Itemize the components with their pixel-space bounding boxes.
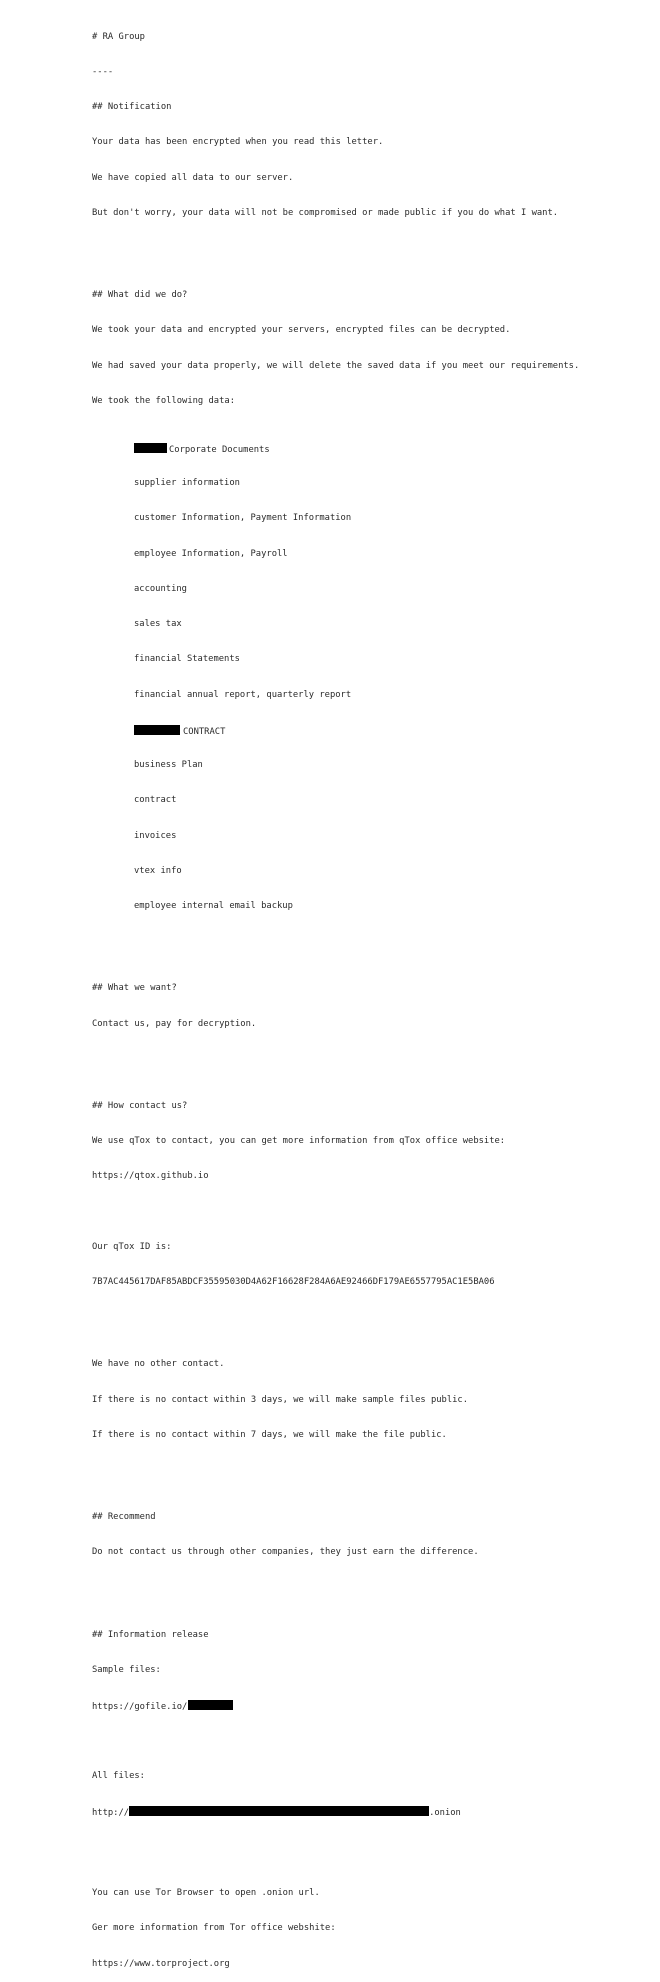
- data-item: financial annual report, quarterly report: [134, 689, 352, 700]
- note-title: # RA Group: [92, 31, 145, 42]
- data-item: customer Information, Payment Information: [134, 513, 352, 524]
- tor-line: You can use Tor Browser to open .onion url.: [92, 1888, 320, 1898]
- data-item: contract: [134, 795, 177, 806]
- what-did-we-do-heading: ## What did we do?: [92, 290, 188, 300]
- what-we-want-line: Contact us, pay for decryption.: [92, 1018, 257, 1029]
- tor-url: https://www.torproject.org: [92, 1958, 230, 1969]
- spacer: [92, 1583, 652, 1595]
- ransom-note: [92, 8, 652, 1982]
- all-url-suffix: .onion: [429, 1807, 461, 1818]
- how-contact-line: We use qTox to contact, you can get more information from qTox office website:: [92, 1136, 506, 1146]
- notification-line: We have copied all data to our server.: [92, 172, 294, 183]
- data-item: employee Information, Payroll: [134, 548, 288, 559]
- redaction-bar: [134, 725, 180, 735]
- deadline-line: If there is no contact within 3 days, we will make sample files public.: [92, 1394, 469, 1405]
- data-item: financial Statements: [134, 654, 240, 665]
- data-item: employee internal email backup: [134, 901, 293, 911]
- data-item: vtex info: [134, 865, 182, 876]
- data-item: business Plan: [134, 760, 203, 770]
- data-item: [92, 725, 652, 737]
- redaction-bar: [188, 1700, 233, 1710]
- what-we-want-heading: ## What we want?: [92, 983, 177, 994]
- what-line: We had saved your data properly, we will delete the saved data if you meet our requirements.: [92, 360, 580, 371]
- spacer: [92, 1735, 652, 1747]
- data-item-label: Corporate Documents: [169, 444, 270, 455]
- deadline-line: We have no other contact.: [92, 1359, 225, 1370]
- what-line: We took your data and encrypted your servers, encrypted files can be decrypted.: [92, 325, 511, 336]
- spacer: [92, 1465, 652, 1477]
- release-heading: ## Information release: [92, 1629, 209, 1640]
- qtox-url: https://qtox.github.io: [92, 1171, 209, 1182]
- tor-line: Ger more information from Tor office webshite:: [92, 1923, 336, 1934]
- spacer: [92, 243, 652, 255]
- data-item-label: CONTRACT: [183, 726, 226, 737]
- notification-line: Your data has been encrypted when you read this letter.: [92, 137, 384, 148]
- redaction-bar: [129, 1806, 429, 1816]
- recommend-heading: ## Recommend: [92, 1512, 156, 1522]
- redaction-bar: [134, 443, 167, 453]
- sample-files-url: [92, 1700, 652, 1712]
- deadline-line: If there is no contact within 7 days, we will make the file public.: [92, 1429, 447, 1440]
- spacer: [92, 1207, 652, 1219]
- sample-files-label: Sample files:: [92, 1664, 161, 1675]
- data-item: invoices: [134, 830, 177, 841]
- data-item: sales tax: [134, 619, 182, 629]
- what-line: We took the following data:: [92, 395, 235, 406]
- notification-line: But don't worry, your data will not be compromised or made public if you do what I want.: [92, 207, 559, 218]
- spacer: [92, 1312, 652, 1324]
- title-rule: ----: [92, 66, 114, 77]
- all-files-label: All files:: [92, 1770, 145, 1781]
- data-item: supplier information: [134, 478, 240, 488]
- notification-heading: ## Notification: [92, 102, 172, 112]
- how-contact-heading: ## How contact us?: [92, 1100, 188, 1111]
- recommend-line: Do not contact us through other companies, they just earn the difference.: [92, 1547, 479, 1558]
- spacer: [92, 1054, 652, 1066]
- qtox-id-label: Our qTox ID is:: [92, 1241, 172, 1252]
- data-item: accounting: [134, 583, 187, 594]
- data-item: [92, 443, 652, 455]
- spacer: [92, 1841, 652, 1853]
- all-files-url: [92, 1806, 652, 1818]
- qtox-id-value: 7B7AC445617DAF85ABDCF35595030D4A62F16628F284A6AE92466DF179AE6557795AC1E5BA06: [92, 1277, 495, 1287]
- all-url-prefix: http://: [92, 1807, 130, 1818]
- sample-url-prefix: https://gofile.io/: [92, 1702, 188, 1712]
- spacer: [92, 936, 652, 948]
